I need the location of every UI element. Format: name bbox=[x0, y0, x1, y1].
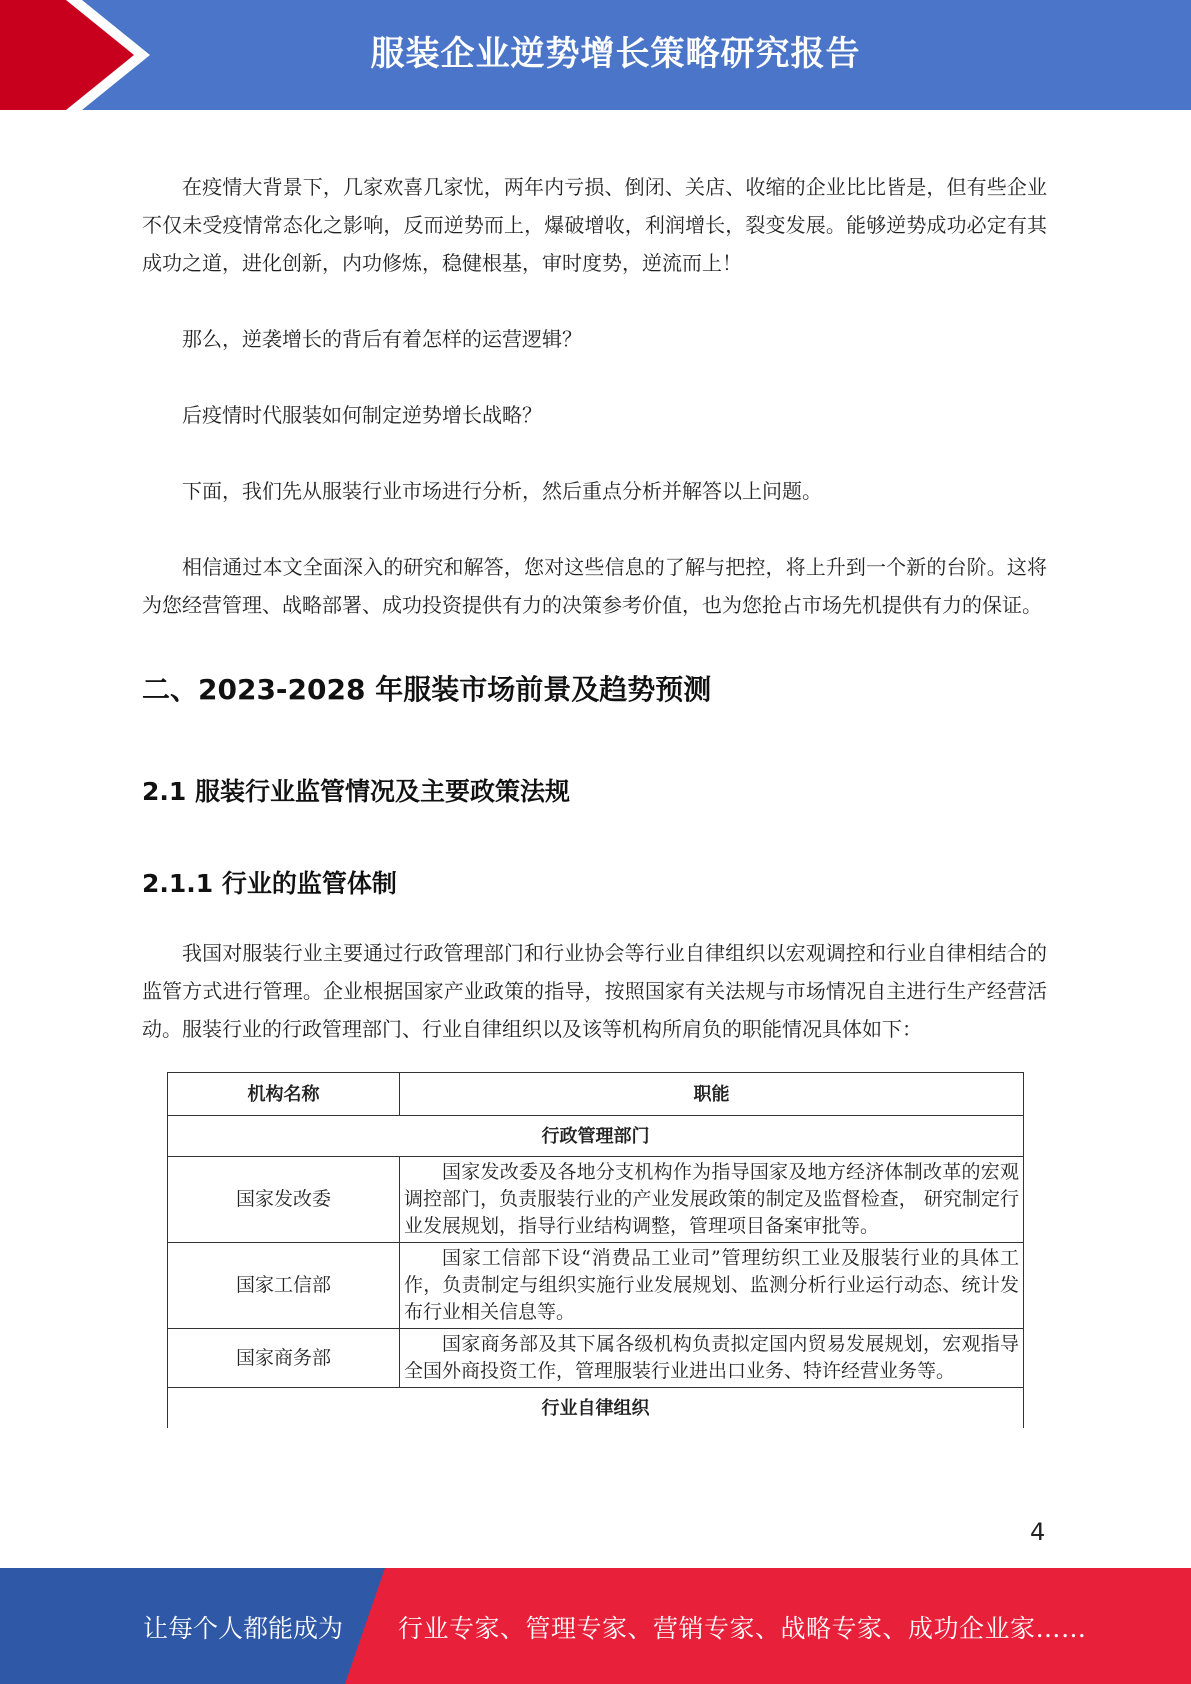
footer-slogan-right: 行业专家、管理专家、营销专家、战略专家、成功企业家…… bbox=[398, 1614, 1087, 1643]
column-header-name: 机构名称 bbox=[168, 1073, 400, 1116]
group-label-self-regulation: 行业自律组织 bbox=[168, 1388, 1024, 1429]
agency-function: 国家发改委及各地分支机构作为指导国家及地方经济体制改革的宏观调控部门，负责服装行业的产业发展政策的制定及监督检查， 研究制定行业发展规划，指导行业结构调整，管理项目备案审批等。 bbox=[400, 1157, 1024, 1243]
table-row bbox=[168, 1243, 1024, 1329]
regulation-table bbox=[167, 1072, 1024, 1428]
agency-name: 国家工信部 bbox=[168, 1243, 400, 1329]
page-number: 4 bbox=[1030, 1518, 1046, 1546]
intro-paragraph-5: 相信通过本文全面深入的研究和解答，您对这些信息的了解与把控，将上升到一个新的台阶。这将为您经营管理、战略部署、成功投资提供有力的决策参考价值，也为您抢占市场先机提供有力的保证。 bbox=[142, 555, 1047, 617]
agency-name: 国家商务部 bbox=[168, 1329, 400, 1388]
column-header-function: 职能 bbox=[400, 1073, 1024, 1116]
group-label-admin: 行政管理部门 bbox=[168, 1116, 1024, 1157]
agency-function: 国家商务部及其下属各级机构负责拟定国内贸易发展规划，宏观指导全国外商投资工作，管理服装行业进出口业务、特许经营业务等。 bbox=[400, 1329, 1024, 1388]
agency-name: 国家发改委 bbox=[168, 1157, 400, 1243]
intro-paragraph-4: 下面，我们先从服装行业市场进行分析，然后重点分析并解答以上问题。 bbox=[182, 479, 822, 503]
footer-slogan-left: 让每个人都能成为 bbox=[143, 1614, 344, 1643]
section-heading: 二、2023-2028 年服装市场前景及趋势预测 bbox=[142, 673, 712, 706]
agency-function: 国家工信部下设“消费品工业司”管理纺织工业及服装行业的具体工作，负责制定与组织实施行业发展规划、监测分析行业运行动态、统计发布行业相关信息等。 bbox=[400, 1243, 1024, 1329]
page-header bbox=[0, 0, 1191, 110]
table-row bbox=[168, 1329, 1024, 1388]
intro-paragraph-1: 在疫情大背景下，几家欢喜几家忧，两年内亏损、倒闭、关店、收缩的企业比比皆是，但有些企业不仅未受疫情常态化之影响，反而逆势而上，爆破增收，利润增长，裂变发展。能够逆势成功必定有其成功之道，进化创新，内功修炼，稳健根基，审时度势，逆流而上！ bbox=[142, 175, 1047, 275]
subsubsection-heading: 2.1.1 行业的监管体制 bbox=[142, 869, 397, 898]
regulation-paragraph: 我国对服装行业主要通过行政管理部门和行业协会等行业自律组织以宏观调控和行业自律相结合的监管方式进行管理。企业根据国家产业政策的指导，按照国家有关法规与市场情况自主进行生产经营活动。服装行业的行政管理部门、行业自律组织以及该等机构所肩负的职能情况具体如下： bbox=[142, 941, 1047, 1041]
table-header-row bbox=[168, 1073, 1024, 1116]
intro-paragraph-2: 那么，逆袭增长的背后有着怎样的运营逻辑？ bbox=[182, 327, 582, 351]
subsection-heading: 2.1 服装行业监管情况及主要政策法规 bbox=[142, 777, 570, 806]
header-title: 服装企业逆势增长策略研究报告 bbox=[370, 34, 861, 74]
table-row bbox=[168, 1157, 1024, 1243]
table-group-row bbox=[168, 1116, 1024, 1157]
page-footer bbox=[0, 1568, 1191, 1684]
table-group-row bbox=[168, 1388, 1024, 1429]
page-content bbox=[142, 168, 1047, 1428]
intro-paragraph-3: 后疫情时代服装如何制定逆势增长战略？ bbox=[182, 403, 542, 427]
